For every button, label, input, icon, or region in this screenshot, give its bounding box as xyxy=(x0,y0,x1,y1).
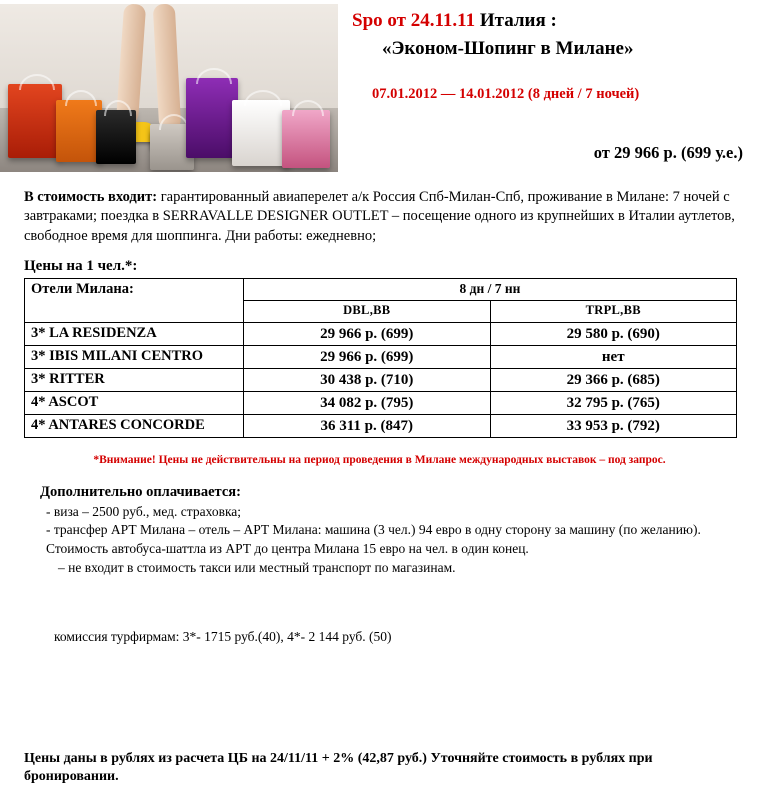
extra-payments-list xyxy=(24,503,735,578)
table-subheader-dbl: DBL,BB xyxy=(244,300,491,322)
prices-label: Цены на 1 чел.*: xyxy=(24,257,138,274)
country-name: Италия : xyxy=(479,10,557,31)
included-label: В стоимость входит: xyxy=(24,189,158,205)
price-from: от 29 966 р. (699 у.е.) xyxy=(593,143,743,162)
included-text: гарантированный авиаперелет а/к Россия Спб-Милан-Спб, проживание в Милане: 7 ночей с завтраками; поездка в SERRAVALLE DESIGNER OUTLET – посещение одного из крупнейших в Италии аутлетов, свободное время для шоппинга. Дни работы: ежедневно; xyxy=(24,189,735,244)
list-item: - трансфер АРТ Милана – отель – АРТ Милана: машина (3 чел.) 94 евро в одну сторону за машину (по желанию). Стоимость автобуса-шаттла из АРТ до центра Милана 15 евро на чел. в один конец. xyxy=(46,522,701,557)
page-title-line2: «Эконом-Шопинг в Милане» xyxy=(382,38,634,59)
list-item: - виза – 2500 руб., мед. страховка; xyxy=(46,503,242,519)
offer-code: Spo от 24.11.11 xyxy=(352,10,476,31)
table-header-row xyxy=(25,278,737,300)
document-header xyxy=(0,0,757,172)
rates-table xyxy=(24,278,737,438)
price-trpl: 29 580 р. (690) xyxy=(490,322,737,345)
hotel-name: 3* IBIS MILANI CENTRO xyxy=(25,345,244,368)
hotel-name: 3* RITTER xyxy=(25,368,244,391)
hotel-name: 3* LA RESIDENZA xyxy=(25,322,244,345)
price-dbl: 36 311 р. (847) xyxy=(244,414,491,437)
shopping-bag-icon xyxy=(282,110,330,168)
commission-note: комиссия турфирмам: 3*- 1715 руб.(40), 4*- 2 144 руб. (50) xyxy=(54,629,392,645)
warning-note: *Внимание! Цены не действительны на период проведения в Милане международных выставок – под запрос. xyxy=(93,453,666,466)
document-body xyxy=(0,188,757,645)
footer-note: Цены даны в рублях из расчета ЦБ на 24/11/11 + 2% (42,87 руб.) Уточняйте стоимость в рублях при бронировании. xyxy=(24,750,653,784)
shopping-bag-icon xyxy=(96,110,136,164)
hero-image xyxy=(0,4,338,172)
table-header-hotels: Отели Милана: xyxy=(25,278,244,322)
shopping-bag-icon xyxy=(186,78,238,158)
table-row xyxy=(25,345,737,368)
hotel-name: 4* ASCOT xyxy=(25,391,244,414)
price-dbl: 29 966 р. (699) xyxy=(244,322,491,345)
table-row xyxy=(25,368,737,391)
title-block xyxy=(338,4,757,163)
price-dbl: 34 082 р. (795) xyxy=(244,391,491,414)
table-row xyxy=(25,322,737,345)
page-title-line1 xyxy=(352,10,749,32)
list-item: – не входит в стоимость такси или местный транспорт по магазинам. xyxy=(58,559,456,575)
price-trpl: 32 795 р. (765) xyxy=(490,391,737,414)
shopping-bag-icon xyxy=(8,84,62,158)
table-row xyxy=(25,391,737,414)
price-trpl: нет xyxy=(490,345,737,368)
price-trpl: 33 953 р. (792) xyxy=(490,414,737,437)
table-row xyxy=(25,414,737,437)
table-header-duration: 8 дн / 7 нн xyxy=(244,278,737,300)
hotel-name: 4* ANTARES CONCORDE xyxy=(25,414,244,437)
table-subheader-trpl: TRPL,BB xyxy=(490,300,737,322)
included-paragraph xyxy=(24,188,735,246)
tour-dates: 07.01.2012 — 14.01.2012 (8 дней / 7 ночей) xyxy=(372,86,640,102)
extra-payments-title: Дополнительно оплачивается: xyxy=(40,483,241,500)
price-trpl: 29 366 р. (685) xyxy=(490,368,737,391)
price-dbl: 30 438 р. (710) xyxy=(244,368,491,391)
price-dbl: 29 966 р. (699) xyxy=(244,345,491,368)
